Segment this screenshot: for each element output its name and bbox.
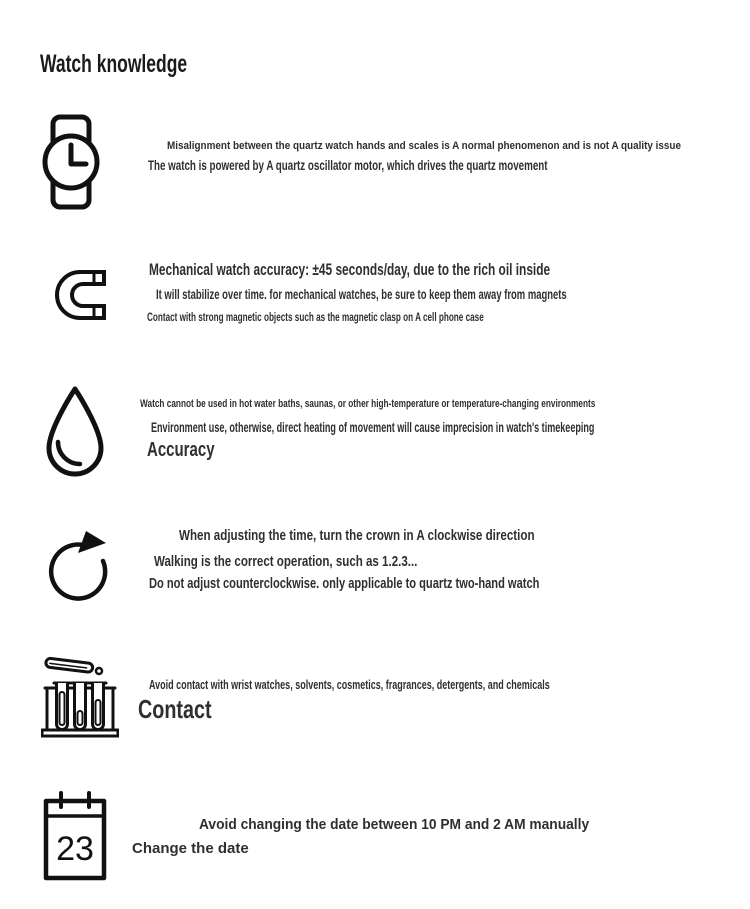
quartz-main-line: The watch is powered by A quartz oscillator motor, which drives the quartz movement	[148, 157, 548, 173]
date-main-line: Avoid changing the date between 10 PM and 2 AM manually	[199, 817, 590, 833]
date-heading: Change the date	[132, 840, 249, 857]
adjust-main-line: When adjusting the time, turn the crown in A clockwise direction	[179, 528, 535, 544]
temperature-sub-line: Environment use, otherwise, direct heating of movement will cause imprecision in watch's timekeeping	[151, 420, 595, 435]
water-drop-icon	[42, 384, 108, 481]
temperature-note-line: Watch cannot be used in hot water baths, saunas, or other high-temperature or temperature-changing environments	[140, 398, 596, 410]
test-tube-rack-icon	[41, 650, 119, 738]
adjust-note-line: Do not adjust counterclockwise. only applicable to quartz two-hand watch	[149, 575, 540, 592]
magnet-note-line: Contact with strong magnetic objects such as the magnetic clasp on A cell phone case	[147, 310, 484, 324]
temperature-heading: Accuracy	[147, 439, 215, 461]
adjust-sub-line: Walking is the correct operation, such as 1.2.3...	[154, 553, 418, 570]
quartz-note-line: Misalignment between the quartz watch hands and scales is A normal phenomenon and is not A quality issue	[167, 140, 681, 152]
magnet-main-line: Mechanical watch accuracy: ±45 seconds/day, due to the rich oil inside	[149, 260, 551, 279]
magnet-icon	[50, 266, 106, 324]
wristwatch-icon	[42, 113, 100, 211]
calendar-day-number: 23	[56, 830, 94, 868]
chemical-heading: Contact	[138, 694, 212, 724]
calendar-icon	[43, 791, 107, 881]
clockwise-arrow-icon	[46, 526, 112, 610]
page-title: Watch knowledge	[40, 49, 188, 78]
magnet-sub-line: It will stabilize over time. for mechanical watches, be sure to keep them away from magnets	[156, 287, 567, 302]
chemical-note-line: Avoid contact with wrist watches, solvents, cosmetics, fragrances, detergents, and chemicals	[149, 678, 550, 692]
